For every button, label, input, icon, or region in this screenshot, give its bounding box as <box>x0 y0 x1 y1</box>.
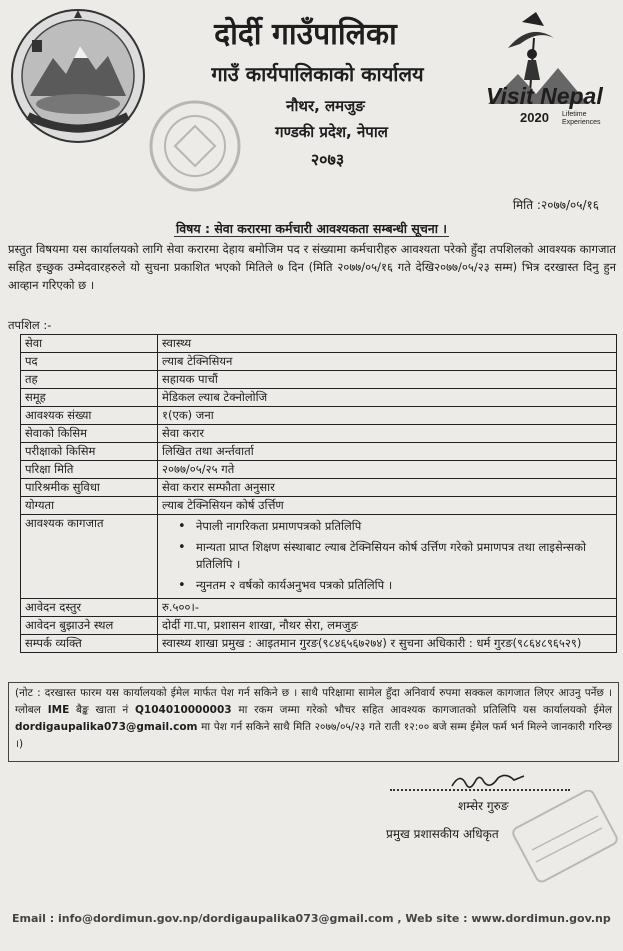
logo-text: Visit Nepal <box>486 83 603 109</box>
table-row: योग्यता ल्याब टेक्निसियन कोर्ष उर्त्तिण <box>21 497 617 515</box>
list-item: • मान्यता प्राप्त शिक्षण संस्थाबाट ल्याब टेक्निसियन कोर्ष उर्त्तिण गरेको प्रमाणपत्र तथा लाइसेन्सको प्रतिलिपि । <box>192 539 612 573</box>
table-row: तह सहायक पाचौं <box>21 371 617 389</box>
table-row: परिक्षा मिति २०७७/०५/२५ गते <box>21 461 617 479</box>
bank-account-number: Q104010000003 <box>134 704 232 716</box>
table-row: आवेदन बुझाउने स्थल दोर्दी गा.पा, प्रशासन शाखा, नौथर सेरा, लमजुङ <box>21 617 617 635</box>
documents-list <box>162 518 612 594</box>
signatory-name: शम्सेर गुरुङ <box>458 799 509 813</box>
notice-note: (नोट : दरखास्त फारम यस कार्यालयको ईमेल मार्फत पेश गर्न सकिने छ । साथै परिक्षामा सामेल हुँदा अनिवार्य रुपमा सक्कल कागजात लिएर आउनु पर्नेछ । ग्लोबल IME बैङ्क खाता नं Q104010000003 मा रकम जम्मा गरेको भौचर सहित आवश्यक कागजातको प्रतिलिपि यस कार्यालयको ईमेल dordigaupalika073@gmail.com मा पेश गर्न सकिने साथै मिति २०७७/०५/२३ गते राती १२:०० बजे सम्म ईमेल फर्म भर्न मिल्ने जानकारी गरिन्छ ।) <box>8 682 619 762</box>
list-item: • न्युनतम २ वर्षको कार्यअनुभव पत्रको प्रतिलिपि । <box>192 577 612 594</box>
detail-label: तपशिल :- <box>8 318 52 332</box>
list-item: • नेपाली नागरिकता प्रमाणपत्रको प्रतिलिपि <box>192 518 612 535</box>
table-row-documents: आवश्यक कागजात • नेपाली नागरिकता प्रमाणपत्रको प्रतिलिपि • मान्यता प्राप्त शिक्षण संस्थाबाट ल्याब टेक्निसियन कोर्ष उर्त्तिण गरेको प्रमाणपत्र तथा लाइसेन्सको प्रतिलिपि । • न्युनतम २ वर्षको कार्यअनुभव पत्रको प्रतिलिपि । <box>21 515 617 599</box>
municipality-title: दोर्दी गाउँपालिका <box>214 17 397 52</box>
logo-year: 2020 <box>520 110 549 125</box>
logo-tagline-1: Lifetime <box>562 111 587 118</box>
table-row: सेवा स्वास्थ्य <box>21 335 617 353</box>
table-row: आवेदन दस्तुर रु.५००।- <box>21 599 617 617</box>
bank-name: IME <box>47 704 70 716</box>
table-row: पारिश्रमीक सुविधा सेवा करार सम्फौता अनुसार <box>21 479 617 497</box>
table-row: पद ल्याब टेक्निसियन <box>21 353 617 371</box>
contact-email: dordigaupalika073@gmail.com <box>15 721 198 733</box>
established-year: २०७३ <box>310 150 345 169</box>
office-name: गाउँ कार्यपालिकाको कार्यालय <box>211 62 424 86</box>
notice-subject: विषय : सेवा करारमा कर्मचारी आवश्यकता सम्बन्धी सूचना । <box>175 221 448 236</box>
office-location: नौथर, लमजुङ <box>286 97 365 115</box>
officer-stamp-icon <box>512 790 618 890</box>
notice-date: मिति :२०७७/०५/१६ <box>512 198 599 212</box>
logo-tagline-2: Experiences <box>562 119 601 126</box>
signatory-title: प्रमुख प्रशासकीय अधिकृत <box>386 827 499 841</box>
table-row: सम्पर्क व्यक्ति स्वास्थ्य शाखा प्रमुख : आइतमान गुरङ(९८४६५६७२७४) र सुचना अधिकारी : धर्म गुरङ(९८६४८९६५२९) <box>21 635 617 653</box>
table-row: आवश्यक संख्या १(एक) जना <box>21 407 617 425</box>
table-row: परीक्षाको किसिम लिखित तथा अर्न्तवार्ता <box>21 443 617 461</box>
notice-paragraph: प्रस्तुत विषयमा यस कार्यालयको लागि सेवा करारमा देहाय बमोजिम पद र संख्यामा कर्मचारीहरु आवश्यता परेको हुँदा तपशिलको आवश्यक कागजात सहित इच्छुक उम्मेदवारहरुले यो सुचना प्रकाशित भएको मितिले ७ दिन (मिति २०७७/०५/१६ गते देखि२०७७/०५/२३ सम्म) भित्र दरखास्त दिनु हुन आव्हान गरिएको छ । <box>8 242 616 292</box>
vacancy-details-table <box>20 334 617 653</box>
province-name: गण्डकी प्रदेश, नेपाल <box>275 123 388 141</box>
footer-contact: Email : info@dordimun.gov.np/dordigaupalika073@gmail.com , Web site : www.dordimun.gov.np <box>12 912 611 925</box>
table-row: समूह मेडिकल ल्याब टेक्नोलोजि <box>21 389 617 407</box>
table-row: सेवाको किसिम सेवा करार <box>21 425 617 443</box>
